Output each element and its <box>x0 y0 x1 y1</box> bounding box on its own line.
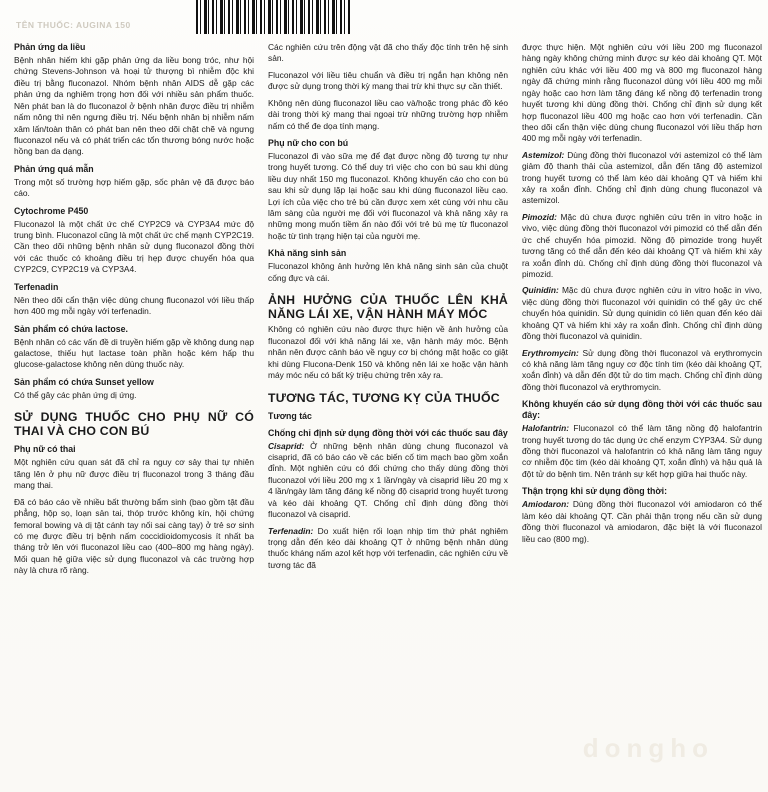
body-paragraph: Pimozid: Mặc dù chưa được nghiên cứu trên in vitro hoặc in vivo, việc dùng đồng thời fluconazol với pimozid có thể dẫn đến ức chế chuyển hóa pimozid. Nồng độ pimozide trong huyết tương tăng có thể dẫn đến kéo dài khoảng QT và hiếm khi xảy ra xoắn đỉnh dù. Chống chỉ định dùng đồng thời fluconazol và pimozid. <box>522 211 762 280</box>
body-paragraph: Không có nghiên cứu nào được thực hiện về ảnh hưởng của fluconazol đối với khả năng lái xe, vận hành máy móc. Bệnh nhân nên được cảnh báo về nguy cơ bị chóng mặt hoặc co giật khi dùng Flucona-Denk 150 và không nên lái xe hoặc vận hành máy móc nếu có bất kỳ triệu chứng trên xảy ra. <box>268 324 508 381</box>
drug-name-lead: Astemizol: <box>522 149 565 160</box>
subsection-heading: Sản phẩm có chứa Sunset yellow <box>14 376 154 387</box>
subsection-heading: Chống chỉ định sử dụng đồng thời với các thuốc sau đây <box>268 427 508 438</box>
body-paragraph: Bệnh nhân có các vấn đề di truyền hiếm gặp về không dung nạp galactose, thiếu hụt lactase toàn phần hoặc kém hấp thu glucose-galactose không nên dùng thuốc này. <box>14 336 254 370</box>
body-paragraph: Một nghiên cứu quan sát đã chỉ ra nguy cơ sảy thai tự nhiên tăng lên ở phụ nữ được điều trị fluconazol trong 3 tháng đầu mang thai. <box>14 457 254 491</box>
body-paragraph: Cisaprid: Ở những bệnh nhân dùng chung fluconazol và cisaprid, đã có báo cáo về các biến cố tim mạch bao gồm xoắn đỉnh. Một nghiên cứu có đối chứng cho thấy dùng đồng thời fluconazol với liều 200 mg x 1 lần/ngày và cisaprid liều 20 mg x 4 lần/ngày làm tăng đáng kể nồng độ cisaprid trong huyết tương và kéo dài khoảng QT. Chống chỉ định dùng đồng thời fluconazol và cisaprid. <box>268 440 508 520</box>
body-paragraph: Erythromycin: Sử dụng đồng thời fluconazol và erythromycin có khả năng làm tăng nguy cơ độc tính tim (kéo dài khoảng QT, xoắn đỉnh) và dẫn đến đột tử do tim mạch. Chống chỉ định dùng đồng thời fluconazol và erythromycin. <box>522 347 762 392</box>
drug-name-lead: Halofantrin: <box>522 423 569 434</box>
body-paragraph: Không nên dùng fluconazol liều cao và/hoặc trong phác đồ kéo dài trong thời kỳ mang thai ngoại trừ những trường hợp nhiễm nấm có thể đe dọa tính mạng. <box>268 97 508 131</box>
drug-name-lead: Amiodaron: <box>522 499 569 510</box>
subsection-heading: Phụ nữ có thai <box>14 444 76 455</box>
body-paragraph: Quinidin: Mặc dù chưa được nghiên cứu in vitro hoặc in vivo, việc dùng đồng thời fluconazol với quinidin có thể gây ức chế chuyển hóa quinidin. Sử dụng quinidin có liên quan đến kéo dài khoảng QT và hiếm khi xảy ra xoắn đỉnh. Chống chỉ định dùng đồng thời fluconazol và quinidin. <box>522 285 762 342</box>
subsection-heading: Phản ứng da liều <box>14 42 86 52</box>
body-paragraph: Bệnh nhân hiếm khi gặp phản ứng da liều bong tróc, như hội chứng Stevens-Johnson và hoại tử thượng bì nhiễm độc khi điều trị bằng fluconazol. Nhóm bệnh nhân AIDS dễ gặp các phản ứng da nghiêm trọng hơn đối với nhiều sản phẩm thuốc. Nên phát ban là do fluconazol ở bệnh nhân được điều trị nhiễm nấm nông thì nên ngưng điều trị. Nếu bệnh nhân bị nhiễm nấm xâm lấn/toàn thân có phát ban nên theo dõi chặt chẽ và ngưng fluconazol nếu và có phát triển các tổn thương bóng nước hoặc hồng ban da dạng. <box>14 54 254 157</box>
drug-name-lead: Quinidin: <box>522 285 559 296</box>
body-paragraph: Có thể gây các phản ứng dị ứng. <box>14 389 137 400</box>
section-heading: ẢNH HƯỞNG CỦA THUỐC LÊN KHẢ NĂNG LÁI XE, VẬN HÀNH MÁY MÓC <box>268 293 508 322</box>
body-paragraph: Các nghiên cứu trên động vật đã cho thấy độc tính trên hệ sinh sản. <box>268 42 508 64</box>
body-paragraph: Fluconazol là một chất ức chế CYP2C9 và CYP3A4 mức độ trung bình. Fluconazol cũng là một chất ức chế mạnh CYP2C19. Cần theo dõi những bệnh nhân sử dụng fluconazol đồng thời với các thuốc có khoảng điều trị hẹp được chuyển hóa qua CYP2C9, CYP2C19 và CYP3A4. <box>14 218 254 275</box>
subsection-heading: Phụ nữ cho con bú <box>268 137 349 148</box>
body-paragraph: Amiodaron: Dùng đồng thời fluconazol với amiodaron có thể làm kéo dài khoảng QT. Cần phải thận trọng nếu cần sử dụng đồng thời fluconazol và amiodaron, đặc biệt là với fluconazol liều cao (800 mg). <box>522 499 762 544</box>
section-heading: SỬ DỤNG THUỐC CHO PHỤ NỮ CÓ THAI VÀ CHO CON BÚ <box>14 410 254 439</box>
body-paragraph: Halofantrin: Fluconazol có thể làm tăng nồng độ halofantrin trong huyết tương do tác dụng ức chế enzym CYP3A4. Sử dụng đồng thời fluconazol và halofantrin có khả năng làm tăng nguy cơ nhiễm độc tim (kéo dài khoảng QT, xoắn đỉnh) và hậu quả là đột tử do bệnh tim. Nên tránh sự kết hợp giữa hai thuốc này. <box>522 423 762 479</box>
subsection-heading: Phản ứng quá mẫn <box>14 163 94 174</box>
subsection-heading: Tương tác <box>268 410 312 421</box>
column-1 <box>14 42 254 784</box>
body-paragraph: Fluconazol đi vào sữa mẹ để đạt được nồng độ tương tự như trong huyết tương. Có thể duy trì việc cho con bú sau khi dùng liều duy nhất 150 mg fluconazol. Không khuyến cáo cho con bú sau khi sử dụng lặp lại hoặc sau khi dùng fluconazol liều cao. Lợi ích của việc cho trẻ bú cần được xem xét cùng với nhu cầu lâm sàng của người mẹ đối với fluconazol và khả năng xảy ra những mong muốn tiềm ẩn nào đối với trẻ bú mẹ từ fluconazol hoặc từ tình trạng hiện tại của người mẹ. <box>268 150 508 241</box>
body-paragraph: Fluconazol không ảnh hưởng lên khả năng sinh sản của chuột cống đực và cái. <box>268 261 508 283</box>
body-paragraph: được thực hiện. Một nghiên cứu với liều 200 mg fluconazol hàng ngày không chứng minh được sự kéo dài khoảng QT. Một nghiên cứu khác với liều 400 mg và 800 mg fluconazol hàng ngày đã chứng minh rằng fluconazol dùng với liều 400 mg mỗi ngày hoặc cao hơn làm tăng đáng kể nồng độ terfenadin trong huyết tương khi dùng đồng thời. Chống chỉ định sử dụng kết hợp fluconazol liều 400 mg hoặc cao hơn với terfenadin. Cần theo dõi cẩn thận việc dùng chung fluconazol với liều thấp hơn 400 mg mỗi ngày với terfenadin. <box>522 42 762 144</box>
subsection-heading: Khả năng sinh sản <box>268 248 347 259</box>
watermark-text: dongho <box>582 733 714 763</box>
subsection-heading: Sản phẩm có chứa lactose. <box>14 323 128 334</box>
subsection-heading: Thận trọng khi sử dụng đồng thời: <box>522 486 668 497</box>
drug-name-lead: Pimozid: <box>522 211 557 222</box>
body-paragraph: Nên theo dõi cẩn thận việc dùng chung fluconazol với liều thấp hơn 400 mg mỗi ngày với terfenadin. <box>14 294 254 317</box>
body-paragraph: Trong một số trường hợp hiếm gặp, sốc phản vệ đã được báo cáo. <box>14 176 254 199</box>
body-paragraph: Terfenadin: Do xuất hiện rối loạn nhịp tim thứ phát nghiêm trọng dẫn đến kéo dài khoảng QT ở những bệnh nhân dùng thuốc kháng nấm azol kết hợp với terfenadin, các nghiên cứu về tương tác đã <box>268 525 508 570</box>
drug-name-lead: Erythromycin: <box>522 347 579 358</box>
column-2 <box>268 42 508 784</box>
faint-header-text: TÊN THUỐC: AUGINA 150 <box>16 20 131 30</box>
subsection-heading: Terfenadin <box>14 281 59 292</box>
body-paragraph: Đã có báo cáo về nhiều bất thường bẩm sinh (bao gồm tật đầu phẳng, hộp sọ, loạn sản tai, thóp trước không kín, hội chứng femoral bowing và dị tật cánh tay nối sai càng tay) ở trẻ sơ sinh có mẹ được điều trị bệnh nấm coccidioidomycosis ít nhất ba tháng trở lên với fluconazol liều cao (400–800 mg hàng ngày). Mối quan hệ giữa việc sử dụng fluconazol và các trường hợp này là chưa rõ ràng. <box>14 496 254 576</box>
subsection-heading: Cytochrome P450 <box>14 205 89 216</box>
body-paragraph: Astemizol: Dùng đồng thời fluconazol với astemizol có thể làm giảm độ thanh thải của astemizol, dẫn đến tăng độ astemizol trong huyết tương có thể làm kéo dài khoảng QT và hiếm khi xảy ra xoắn đỉnh. Chống chỉ định dùng chung fluconazol và astemizol. <box>522 149 762 206</box>
section-heading: TƯƠNG TÁC, TƯƠNG KỴ CỦA THUỐC <box>268 390 500 405</box>
subsection-heading: Không khuyến cáo sử dụng đồng thời với các thuốc sau đây: <box>522 399 762 421</box>
drug-name-lead: Terfenadin: <box>268 525 314 536</box>
column-3 <box>522 42 762 784</box>
body-paragraph: Fluconazol với liều tiêu chuẩn và điều trị ngắn hạn không nên được sử dụng trong thời kỳ mang thai trừ khi thực sự cần thiết. <box>268 69 508 92</box>
drug-name-lead: Cisaprid: <box>268 440 305 451</box>
